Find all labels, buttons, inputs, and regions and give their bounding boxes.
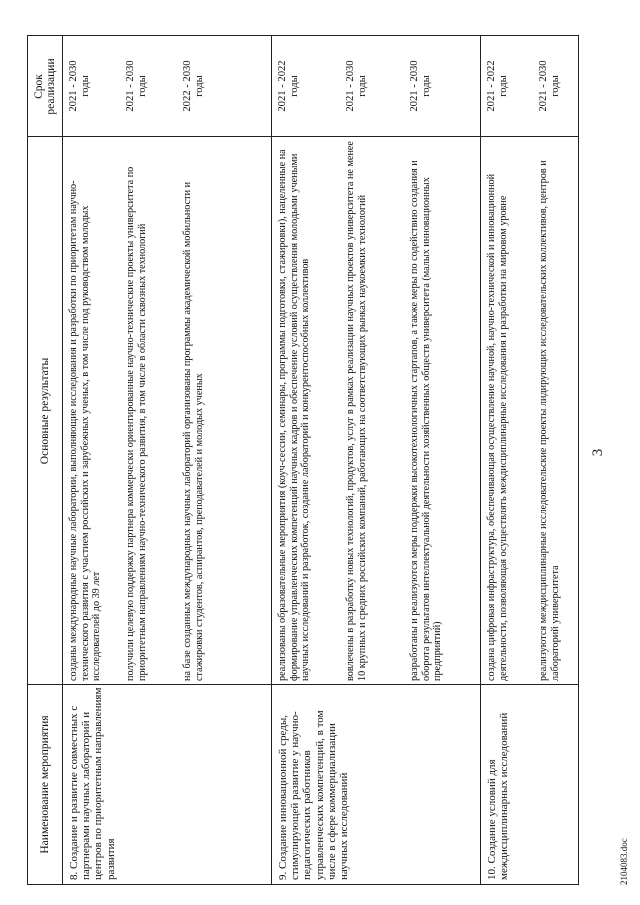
result-text: реализованы образовательные мероприятия (коуч-сессии, семинары, программы подготовки, стажировки), нацеленные на формирование управленческих компетенций научных кадров и обеспечение условий осуществления молодыми учеными научных исследований и разработок, создание лабораторий и конкурентоспособных коллективов: [277, 149, 312, 681]
result-term: 2021 - 2030 годы: [345, 60, 368, 112]
row-divider: [480, 36, 481, 884]
result-term: 2021 - 2030 годы: [68, 60, 91, 112]
result-text: разработаны и реализуются меры поддержки высокотехнологичных стартапов, а также меры по содействию создания и оборота результатов интеллектуальной деятельности хозяйственных обществ университета (малых инновационных предприятий): [409, 160, 444, 681]
row-divider: [271, 36, 272, 884]
event-name-9: 9. Создание инновационной среды, стимулирующей развитие у научно-педагогических работников управленческих компетенций, в том числе в сфере коммерциализации научных исследований: [277, 710, 351, 880]
header-main-results: Основные результаты: [28, 136, 62, 685]
event-name-8: 8. Создание и развитие совместных с партнерами научных лабораторий и центров по приоритетным направлениям развития: [68, 687, 117, 880]
result-term: 2021 - 2030 годы: [125, 60, 148, 112]
header-event-name: Наименование мероприятия: [28, 684, 62, 884]
header-term: [28, 36, 62, 137]
result-term: 2021 - 2022 годы: [486, 60, 509, 112]
column-divider: [63, 136, 578, 137]
result-text: получили целевую поддержку партнера коммерчески ориентированные научно-технические проекты университета по приоритетным направлениям научно-технического развития, в том числе в области сквозных технологий: [125, 166, 148, 681]
result-text: на базе созданных международных научных лабораторий организованы программы академической мобильности и стажировки студентов, аспирантов, преподавателей и молодых ученых: [182, 181, 205, 681]
result-term: 2021 - 2030 годы: [538, 60, 561, 112]
result-text: реализуются междисциплинарные исследовательские проекты лидирующих исследовательских коллективов, центров и лабораторий университета: [538, 160, 561, 681]
event-name-10: 10. Создание условий для междисциплинарных исследований: [486, 712, 511, 880]
header-divider: [62, 36, 63, 884]
result-term: 2021 - 2022 годы: [277, 60, 300, 112]
page-number: 3: [590, 448, 606, 457]
result-term: 2021 - 2030 годы: [409, 60, 432, 112]
result-term: 2022 - 2030 годы: [182, 60, 205, 112]
result-text: созданы международные научные лаборатории, выполняющие исследования и разработки по приоритетам научно-технического развития с участием российских и зарубежных ученых, в том числе под руководством молодых исследователей до 39 лет: [68, 180, 103, 681]
result-text: создана цифровая инфраструктура, обеспечивающая осуществление научной, научно-технической и инновационной деятельности, позволяющая осуществлять междисциплинарные исследования и разработки на мировом уровне: [486, 173, 509, 681]
header-term-text: Срок реализации: [32, 58, 57, 115]
column-divider: [63, 684, 578, 685]
results-table: [27, 35, 579, 885]
result-text: вовлечены в разработку новых технологий, продуктов, услуг в рамках реализации научных проектов университета не менее 10 крупных и средних российских компаний, работающих на соответствующих рынках наукоемких технологий: [345, 141, 368, 681]
document-code: 2104083.doc: [619, 838, 629, 885]
